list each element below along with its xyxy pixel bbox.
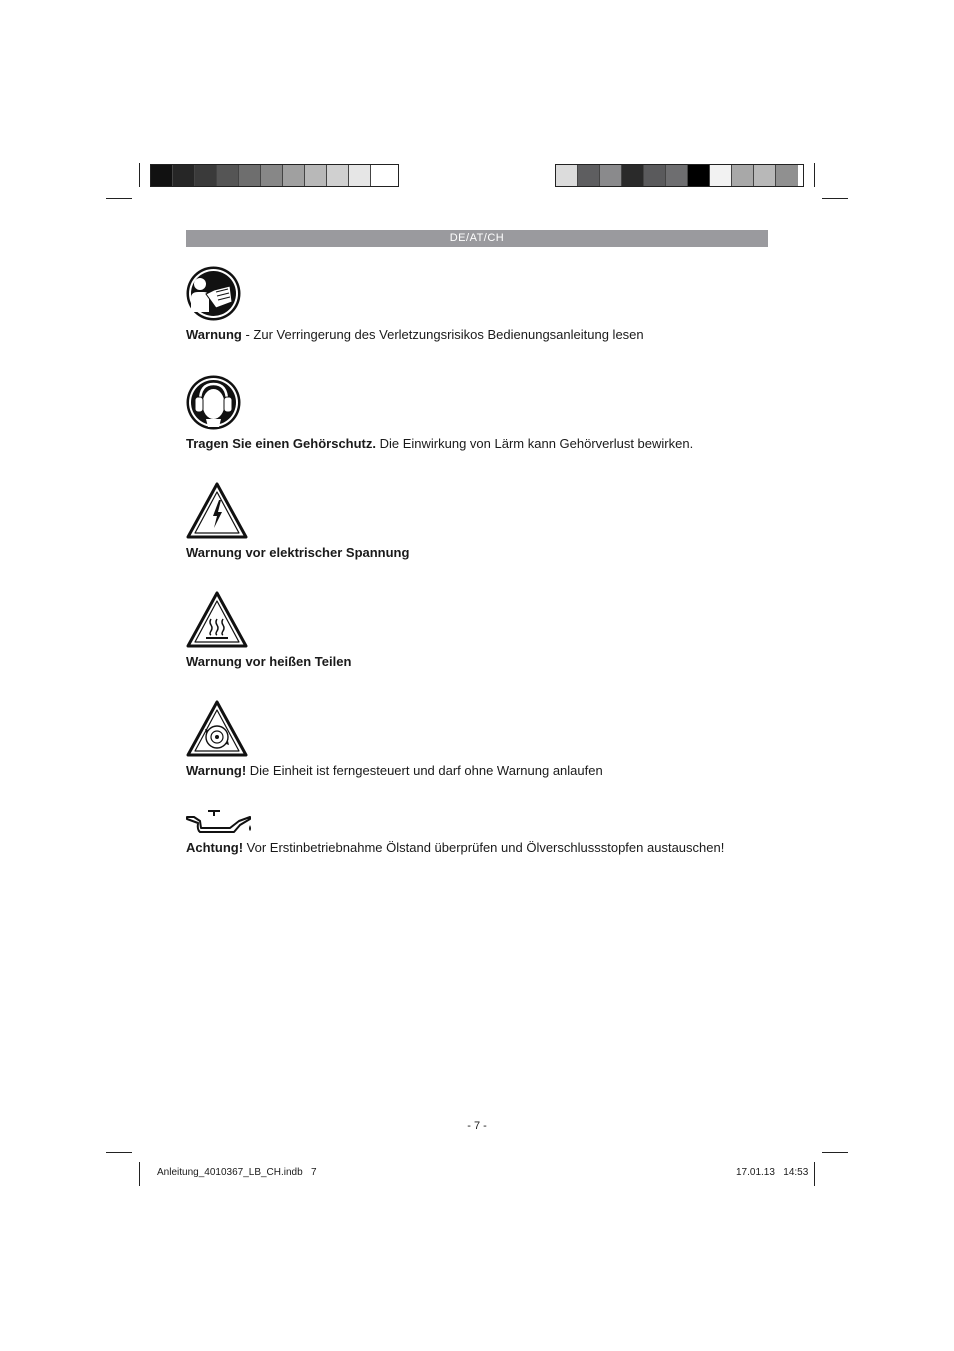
color-calibration-bar-right	[555, 164, 804, 187]
crop-mark	[139, 163, 140, 187]
caption-text: Vor Erstinbetriebnahme Ölstand überprüfen und Ölverschlussstopfen austauschen!	[243, 840, 725, 855]
caption-text: Die Einwirkung von Lärm kann Gehörverlust bewirken.	[376, 436, 694, 451]
symbol-caption	[186, 763, 603, 779]
color-calibration-bar-left	[150, 164, 399, 187]
caption-bold: Warnung vor elektrischer Spannung	[186, 545, 410, 560]
caption-bold: Warnung vor heißen Teilen	[186, 654, 352, 669]
color-swatch	[283, 165, 305, 186]
color-swatch	[710, 165, 732, 186]
crop-mark	[822, 1152, 848, 1153]
color-swatch	[644, 165, 666, 186]
symbol-caption	[186, 327, 644, 343]
color-swatch	[754, 165, 776, 186]
crop-mark	[814, 1162, 815, 1186]
color-swatch	[239, 165, 261, 186]
color-swatch	[666, 165, 688, 186]
color-swatch	[371, 165, 393, 186]
color-swatch	[217, 165, 239, 186]
page-number: - 7 -	[467, 1120, 487, 1132]
color-swatch	[556, 165, 578, 186]
caption-bold: Warnung!	[186, 763, 247, 778]
crop-mark	[106, 1152, 132, 1153]
color-swatch	[195, 165, 217, 186]
region-label: DE/AT/CH	[449, 232, 505, 244]
hot-surface-warning-icon	[186, 591, 248, 648]
symbol-caption	[186, 840, 724, 856]
color-swatch	[622, 165, 644, 186]
caption-bold: Tragen Sie einen Gehörschutz.	[186, 436, 376, 451]
file-name-slug: Anleitung_4010367_LB_CH.indb 7	[157, 1167, 317, 1178]
color-swatch	[776, 165, 798, 186]
crop-mark	[139, 1162, 140, 1186]
caption-bold: Achtung!	[186, 840, 244, 855]
color-swatch	[688, 165, 710, 186]
caption-text: - Zur Verringerung des Verletzungsrisikos Bedienungsanleitung lesen	[241, 327, 644, 342]
symbol-caption	[186, 654, 351, 670]
symbol-caption	[186, 436, 693, 452]
color-swatch	[173, 165, 195, 186]
read-manual-icon	[186, 266, 241, 321]
crop-mark	[814, 163, 815, 187]
color-swatch	[578, 165, 600, 186]
crop-mark	[822, 198, 848, 199]
oil-can-icon	[186, 808, 254, 834]
electric-voltage-warning-icon	[186, 482, 248, 539]
color-swatch	[732, 165, 754, 186]
color-swatch	[261, 165, 283, 186]
timestamp-slug: 17.01.13 14:53	[736, 1167, 809, 1178]
region-header-bar	[186, 230, 768, 247]
color-swatch	[349, 165, 371, 186]
caption-bold: Warnung	[186, 327, 242, 342]
hearing-protection-icon	[186, 375, 241, 430]
crop-mark	[106, 198, 132, 199]
color-swatch	[327, 165, 349, 186]
caption-text: Die Einheit ist ferngesteuert und darf ohne Warnung anlaufen	[246, 763, 603, 778]
color-swatch	[305, 165, 327, 186]
color-swatch	[151, 165, 173, 186]
remote-start-warning-icon	[186, 700, 248, 757]
symbol-caption	[186, 545, 409, 561]
color-swatch	[600, 165, 622, 186]
